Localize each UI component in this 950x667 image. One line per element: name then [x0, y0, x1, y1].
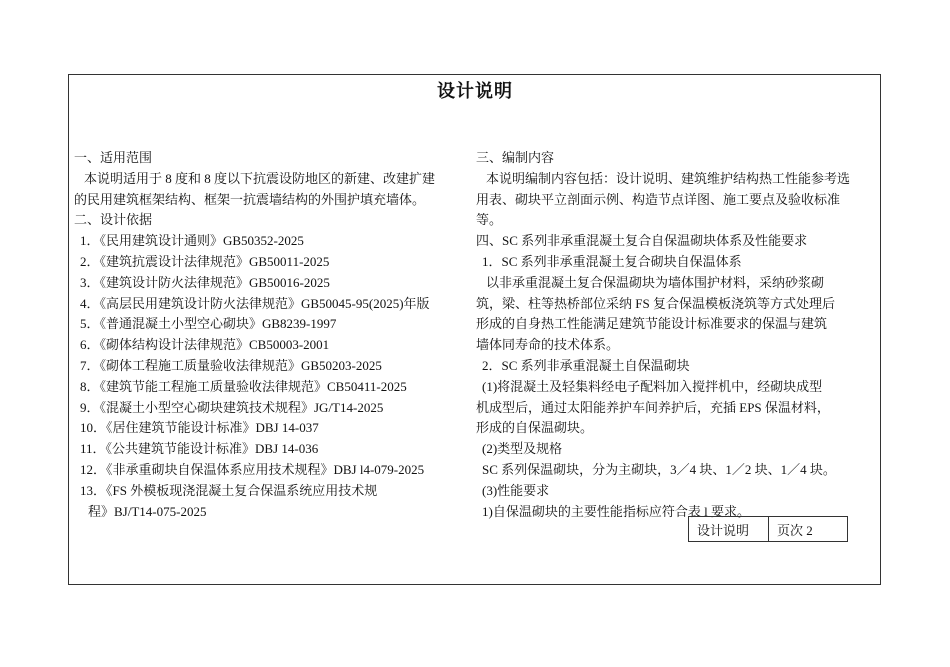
- performance-heading: (3)性能要求: [482, 482, 550, 498]
- reference-item: 5．《普通混凝土小型空心砌块》GB8239-1997: [80, 316, 337, 332]
- reference-item: 3．《建筑设计防火法律规范》GB50016-2025: [80, 274, 330, 290]
- scope-paragraph-line-1: 本说明适用于 8 度和 8 度以下抗震设防地区的新建、改建扩建: [84, 170, 436, 186]
- reference-item: 1．《民用建筑设计通则》GB50352-2025: [80, 233, 304, 249]
- system-paragraph-line-1: 以非承重混凝土复合保温砌块为墙体围护材料，采纳砂浆砌: [486, 274, 825, 290]
- scope-paragraph-line-2: 的民用建筑框架结构、框架一抗震墙结构的外围护填充墙体。: [74, 191, 426, 207]
- section-heading-basis: 二、设计依据: [74, 212, 153, 228]
- footer-title-block: [688, 516, 848, 542]
- block-types-text: SC 系列保温砌块，分为主砌块，3／4 块、1／2 块、1／4 块。: [482, 461, 836, 477]
- system-paragraph-line-2: 筑，梁、柱等热桥部位采纳 FS 复合保温模板浇筑等方式处理后: [476, 295, 835, 311]
- right-column: [476, 148, 878, 522]
- performance-text: 1)自保温砌块的主要性能指标应符合表 l 要求。: [482, 503, 750, 519]
- block-types-heading: (2)类型及规格: [482, 441, 563, 457]
- reference-item-continuation: 程》BJ/T14-075-2025: [88, 503, 207, 519]
- page-title: 设计说明: [437, 81, 513, 101]
- footer-page-number: 页次 2: [777, 522, 813, 538]
- system-paragraph-line-3: 形成的自身热工性能满足建筑节能设计标准要求的保温与建筑: [476, 316, 828, 332]
- section-heading-scope: 一、适用范围: [74, 150, 153, 165]
- contents-paragraph-line-1: 本说明编制内容包括：设计说明、建筑维护结构热工性能参考选: [486, 170, 851, 186]
- system-paragraph-line-4: 墙体同寿命的技术体系。: [476, 337, 620, 353]
- reference-item: 10．《居住建筑节能设计标准》DBJ 14-037: [80, 420, 319, 436]
- reference-item: 4．《高层民用建筑设计防火法律规范》GB50045-95(2025)年版: [80, 295, 430, 311]
- left-column: [74, 148, 466, 522]
- section-heading-contents: 三、编制内容: [476, 150, 555, 165]
- contents-paragraph-line-2: 用表、砌块平立剖面示例、构造节点详图、施工要点及验收标准: [476, 191, 841, 207]
- subsection-heading-system: 1．SC 系列非承重混凝土复合砌块自保温体系: [482, 253, 742, 269]
- reference-item: 8．《建筑节能工程施工质量验收法律规范》CB50411-2025: [80, 378, 407, 394]
- reference-item: 11．《公共建筑节能设计标准》DBJ 14-036: [80, 441, 319, 457]
- footer-doc-label: 设计说明: [689, 517, 769, 541]
- block-paragraph-line-1: (1)将混凝土及轻集料经电子配料加入搅拌机中，经砌块成型: [482, 378, 823, 394]
- block-paragraph-line-2: 机成型后，通过太阳能养护车间养护后，充插 EPS 保温材料，: [476, 399, 830, 415]
- reference-item: 7．《砌体工程施工质量验收法律规范》GB50203-2025: [80, 357, 382, 373]
- section-heading-system: 四、SC 系列非承重混凝土复合自保温砌块体系及性能要求: [476, 233, 808, 249]
- reference-item: 2．《建筑抗震设计法律规范》GB50011-2025: [80, 253, 330, 269]
- subsection-heading-block: 2．SC 系列非承重混凝土自保温砌块: [482, 357, 690, 373]
- reference-item: 13．《FS 外模板现浇混凝土复合保温系统应用技术规: [80, 482, 378, 498]
- block-paragraph-line-3: 形成的自保温砌块。: [476, 420, 594, 436]
- reference-item: 6．《砌体结构设计法律规范》CB50003-2001: [80, 337, 330, 353]
- reference-item: 9．《混凝土小型空心砌块建筑技术规程》JG/T14-2025: [80, 399, 384, 415]
- contents-paragraph-line-3: 等。: [476, 212, 503, 228]
- reference-item: 12．《非承重砌块自保温体系应用技术规程》DBJ l4-079-2025: [80, 461, 425, 477]
